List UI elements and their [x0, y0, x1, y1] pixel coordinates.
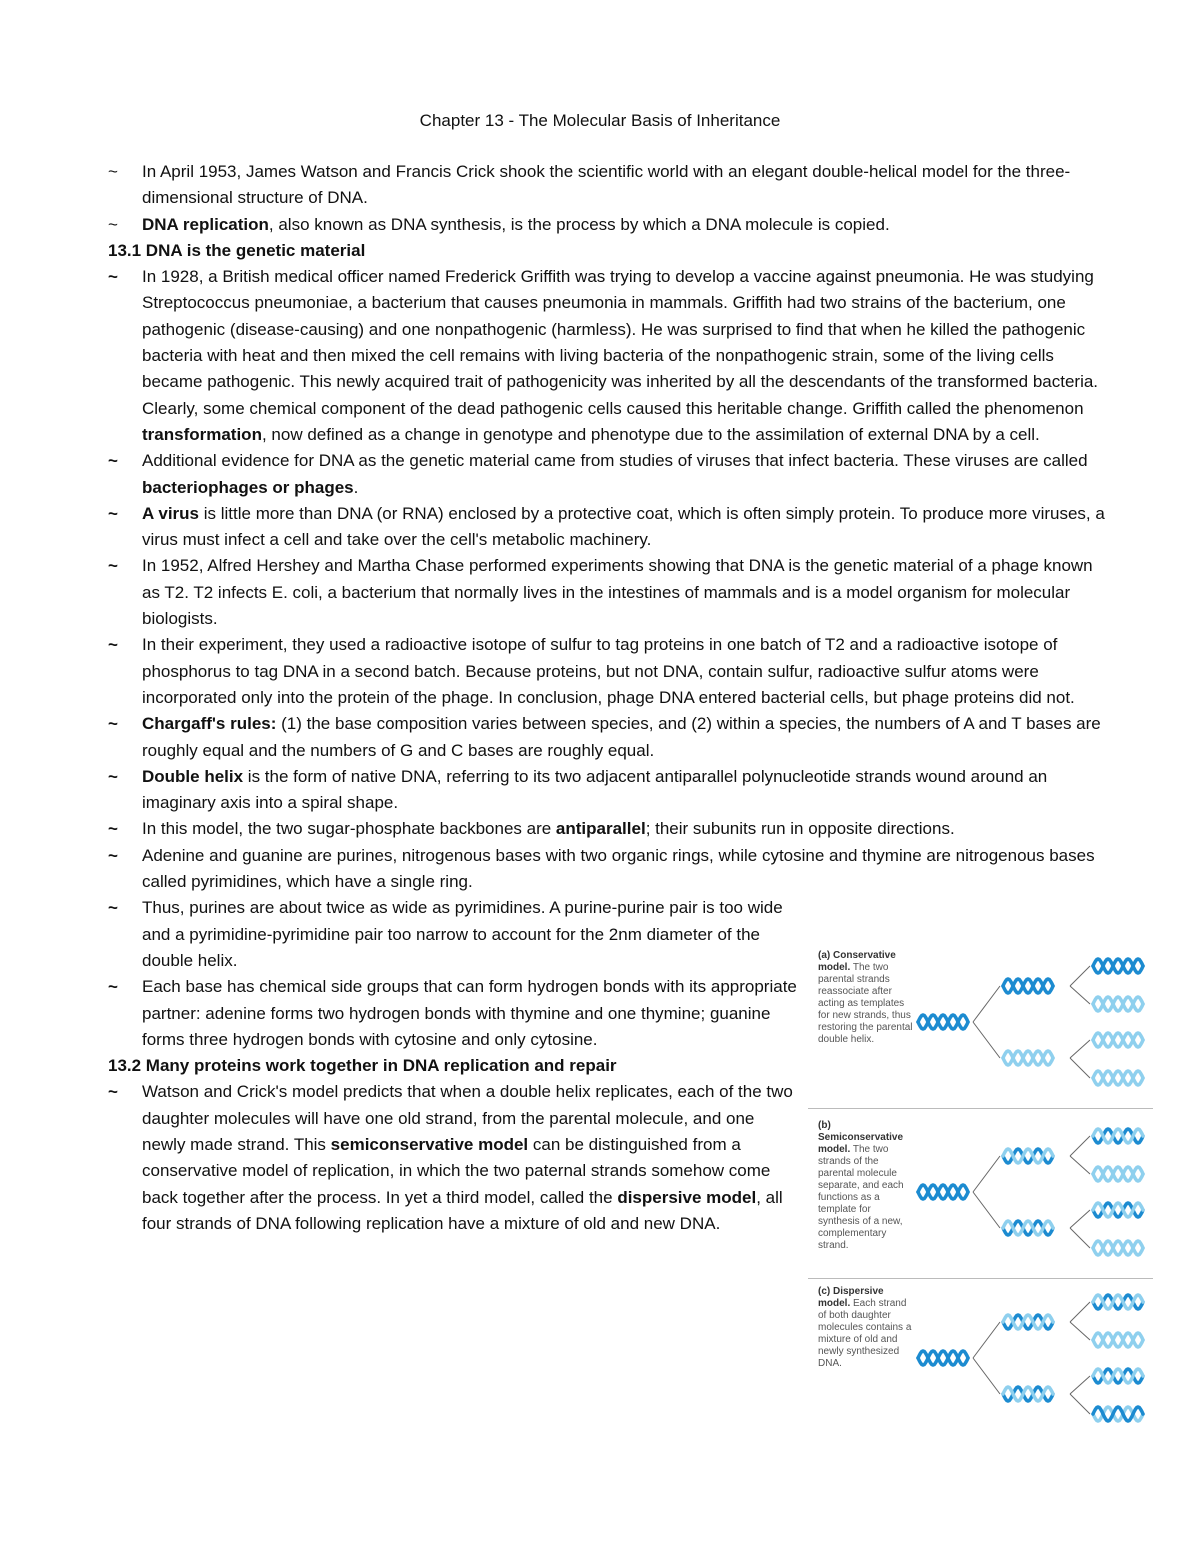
- list-item: ~ In their experiment, they used a radioactive isotope of sulfur to tag proteins in one batch of T2 and a radioactive isotope of phosphorus to tag DNA in a second batch. Because proteins, but not DNA, contain sulfur, radioactive sulfur atoms were incorporated only into the protein of the phage. In conclusion, phage DNA entered bacterial cells, but phage proteins did not.: [108, 632, 1108, 711]
- tilde-bullet: ~: [108, 635, 118, 655]
- branch-arrow: [1070, 1210, 1090, 1228]
- tilde-bullet: ~: [108, 1082, 118, 1102]
- tilde-bullet: ~: [108, 845, 118, 865]
- list-item: ~ DNA replication, also known as DNA synthesis, is the process by which a DNA molecule is copied.: [108, 212, 1108, 238]
- page-title: Chapter 13 - The Molecular Basis of Inheritance: [419, 111, 781, 130]
- tilde-bullet: ~: [108, 898, 118, 918]
- tilde-bullet: ~: [108, 214, 118, 234]
- panel-divider: [808, 1108, 1153, 1109]
- section-heading: 13.1 DNA is the genetic material: [108, 240, 366, 260]
- list-item: ~ Each base has chemical side groups that can form hydrogen bonds with its appropriate partner: adenine forms two hydrogen bonds with thymine and one thymine; guanine forms three hydrogen bonds with cytosine and only cytosine.: [108, 974, 1108, 1053]
- branch-arrow: [1070, 1040, 1090, 1058]
- list-item: ~ Double helix is the form of native DNA, referring to its two adjacent antiparallel polynucleotide strands wound around an imaginary axis into a spiral shape.: [108, 764, 1108, 817]
- branch-arrow: [1070, 1228, 1090, 1248]
- tilde-bullet: ~: [108, 556, 118, 576]
- helix-diagram: [808, 1120, 1153, 1270]
- branch-arrow: [973, 1156, 1000, 1192]
- dna-replication-models-figure: [808, 950, 1153, 1430]
- figure-panel-conservative: [808, 950, 1153, 1100]
- branch-arrow: [973, 1192, 1000, 1228]
- tilde-bullet: ~: [108, 819, 118, 839]
- helix-diagram: [808, 1286, 1153, 1436]
- branch-arrow: [1070, 1376, 1090, 1394]
- tilde-bullet: ~: [108, 503, 118, 523]
- section-heading: 13.2 Many proteins work together in DNA replication and repair: [108, 1056, 617, 1076]
- list-item: ~ In 1952, Alfred Hershey and Martha Chase performed experiments showing that DNA is the genetic material of a phage known as T2. T2 infects E. coli, a bacterium that normally lives in the intestines of mammals and is a model organism for molecular biologists.: [108, 553, 1108, 632]
- branch-arrow: [1070, 1156, 1090, 1174]
- branch-arrow: [1070, 1058, 1090, 1078]
- list-item: ~ In April 1953, James Watson and Francis Crick shook the scientific world with an elegant double-helical model for the three-dimensional structure of DNA.: [108, 159, 1108, 212]
- figure-panel-dispersive: [808, 1286, 1153, 1436]
- list-item: ~ Additional evidence for DNA as the genetic material came from studies of viruses that infect bacteria. These viruses are called bacteriophages or phages.: [108, 448, 1108, 501]
- list-item: ~ In 1928, a British medical officer named Frederick Griffith was trying to develop a vaccine against pneumonia. He was studying Streptococcus pneumoniae, a bacterium that causes pneumonia in mammals. Griffith had two strains of the bacterium, one pathogenic (disease-causing) and one nonpathogenic (harmless). He was surprised to find that when he killed the pathogenic bacteria with heat and then mixed the cell remains with living bacteria of the nonpathogenic strain, some of the living cells became pathogenic. This newly acquired trait of pathogenicity was inherited by all the descendants of the transformed bacteria. Clearly, some chemical component of the dead pathogenic cells caused this heritable change. Griffith called the phenomenon transformation, now defined as a change in genotype and phenotype due to the assimilation of external DNA by a cell.: [108, 264, 1108, 448]
- panel-caption: (b) Semiconservative model. The two strands of the parental molecule separate, and each functions as a template for synthesis of a new, complementary strand.: [818, 1120, 904, 1251]
- tilde-bullet: ~: [108, 451, 118, 471]
- list-item: ~ Thus, purines are about twice as wide as pyrimidines. A purine-purine pair is too wide and a pyrimidine-pyrimidine pair too narrow to account for the 2nm diameter of the double helix.: [108, 895, 1108, 974]
- tilde-bullet: ~: [108, 977, 118, 997]
- helix-diagram: [808, 950, 1153, 1100]
- panel-caption: (a) Conservative model. The two parental strands reassociate after acting as templates for new strands, thus restoring the parental double helix.: [818, 950, 913, 1045]
- list-item: ~ Watson and Crick's model predicts that when a double helix replicates, each of the two daughter molecules will have one old strand, from the parental molecule, and one newly made strand. This semiconservative model can be distinguished from a conservative model of replication, in which the two paternal strands somehow come back together after the process. In yet a third model, called the dispersive model, all four strands of DNA following replication have a mixture of old and new DNA.: [108, 1079, 1108, 1237]
- branch-arrow: [1070, 986, 1090, 1004]
- tilde-bullet: ~: [108, 714, 118, 734]
- panel-caption: (c) Dispersive model. Each strand of both daughter molecules contains a mixture of old and newly synthesized DNA.: [818, 1286, 912, 1369]
- branch-arrow: [1070, 966, 1090, 986]
- branch-arrow: [973, 1322, 1000, 1358]
- branch-arrow: [1070, 1394, 1090, 1414]
- list-item: ~ Adenine and guanine are purines, nitrogenous bases with two organic rings, while cytosine and thymine are nitrogenous bases called pyrimidines, which have a single ring.: [108, 843, 1108, 896]
- tilde-bullet: ~: [108, 267, 118, 287]
- tilde-bullet: ~: [108, 162, 118, 181]
- panel-divider: [808, 1278, 1153, 1279]
- branch-arrow: [973, 986, 1000, 1022]
- branch-arrow: [1070, 1322, 1090, 1340]
- list-item: ~ Chargaff's rules: (1) the base composition varies between species, and (2) within a species, the numbers of A and T bases are roughly equal and the numbers of G and C bases are roughly equal.: [108, 711, 1108, 764]
- figure-panel-semiconservative: [808, 1120, 1153, 1270]
- list-item: ~ In this model, the two sugar-phosphate backbones are antiparallel; their subunits run in opposite directions.: [108, 816, 1108, 842]
- tilde-bullet: ~: [108, 766, 118, 786]
- list-item: ~ A virus is little more than DNA (or RNA) enclosed by a protective coat, which is often simply protein. To produce more viruses, a virus must infect a cell and take over the cell's metabolic machinery.: [108, 501, 1108, 554]
- branch-arrow: [973, 1358, 1000, 1394]
- branch-arrow: [1070, 1136, 1090, 1156]
- branch-arrow: [1070, 1302, 1090, 1322]
- branch-arrow: [973, 1022, 1000, 1058]
